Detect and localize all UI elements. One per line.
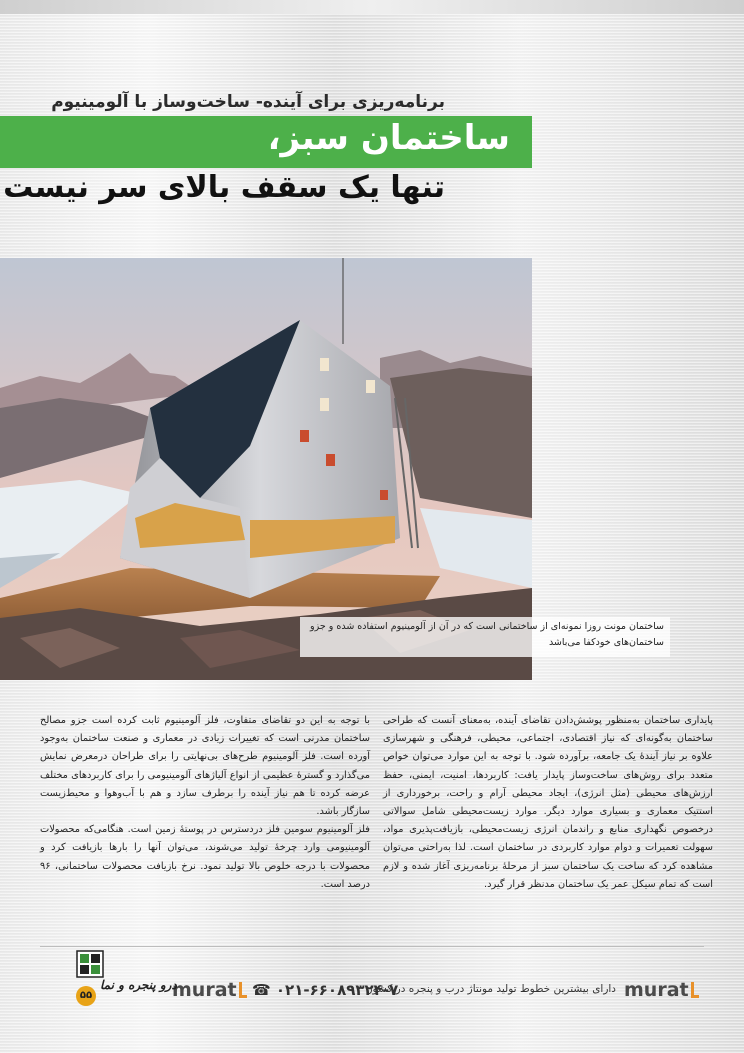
article-title: ساختمان سبز، bbox=[267, 118, 510, 158]
murat-logo-left bbox=[172, 979, 247, 1001]
top-metal-bar bbox=[0, 0, 744, 14]
phone-number: ۰۲۱-۶۶۰۸۹۳۲۴-۷ bbox=[275, 981, 399, 999]
murat-logo-right bbox=[624, 979, 699, 1001]
photo-caption: ساختمان مونت روزا نمونه‌ای از ساختمانی است که در آن از آلومینیوم استفاده شده و جزو ساختمان‌های خودکفا می‌باشد bbox=[300, 617, 670, 657]
logo-text: murat bbox=[624, 979, 689, 1001]
body-paragraph: پایداری ساختمان به‌منظور پوشش‌دادن تقاضای آینده، به‌معنای آنست که طراحی ساختمان به‌گونه‌ای که نیاز اقتصادی، اجتماعی، محیطی، فرهنگی و شهرسازی علاوه بر نیاز آیندهٔ یک جامعه، برآورده شود. با توجه به این موارد می‌توان خواص متعدد برای روش‌های ساخت‌وساز پایدار یافت: کاربردها، امنیت، ایمنی، حفظ ارزش‌های محیطی (مثل انرژی)، ایجاد محیطی آرام و راحت، برخورداری از استتیک معماری و بسیاری موارد دیگر. موارد زیست‌محیطی شامل سوالاتی درخصوص نگهداری منابع و راندمان انرژی زیست‌محیطی، بازیافت‌پذیری مواد، سهولت تعمیرات و دوام موارد کاربردی در ساختمان است. لذا به‌راحتی می‌توان مشاهده کرد که ساخت یک ساختمان سبز از مرحلهٔ برنامه‌ریزی آغاز شده و لازم است که تمام سیکل عمر یک ساختمان مدنظر قرار گیرد. bbox=[383, 715, 713, 890]
logo-mark-icon bbox=[239, 982, 247, 998]
footer-phone bbox=[252, 981, 398, 999]
logo-text: murat bbox=[172, 979, 237, 1001]
phone-icon: ☎ bbox=[252, 981, 276, 999]
article-subtitle: تنها یک سقف بالای سر نیست bbox=[3, 170, 445, 205]
footer-tagline: دارای بیشترین خطوط تولید مونتاژ درب و پنجره در کشور bbox=[367, 983, 616, 995]
body-column-left bbox=[40, 712, 370, 894]
title-band bbox=[0, 116, 532, 168]
article-kicker: برنامه‌ریزی برای آینده- ساخت‌وساز با آلومینیوم bbox=[51, 92, 445, 112]
magazine-name: درو پنجره و نما bbox=[100, 978, 177, 992]
body-paragraph: فلز آلومینیوم سومین فلز دردسترس در پوستهٔ زمین است. هنگامی‌که محصولات آلومینیومی وارد چرخهٔ تولید می‌شوند، می‌توان آنها را بارها بازیافت کرد و محصولات با درجه خلوص بالا تولید نمود. نرخ بازیافت محصولات ساختمانی، ۹۶ درصد است. bbox=[40, 824, 370, 890]
window-logo-icon bbox=[76, 950, 104, 978]
logo-mark-icon bbox=[691, 982, 699, 998]
page-number: ۵۵ bbox=[76, 986, 96, 1006]
body-paragraph: با توجه به این دو تقاضای متفاوت، فلز آلومینیوم ثابت کرده است جزو مصالح ساختمان مدرنی است که تغییرات زیادی در معماری و صنعت ساختمان به‌وجود آورده است. فلز آلومینیوم طرح‌های بی‌نهایتی را برای طراحان درمعرض نمایش می‌گذارد و گسترهٔ عظیمی از انواع آلیاژهای آلومینیومی را برای کاربردهای مختلف عرضه کرده تا هم نیاز آینده را برطرف سازد و هم با آب‌وهوا و محیط‌زیست سازگار باشد. bbox=[40, 715, 370, 818]
body-column-right bbox=[383, 712, 713, 894]
footer-divider bbox=[40, 946, 704, 947]
